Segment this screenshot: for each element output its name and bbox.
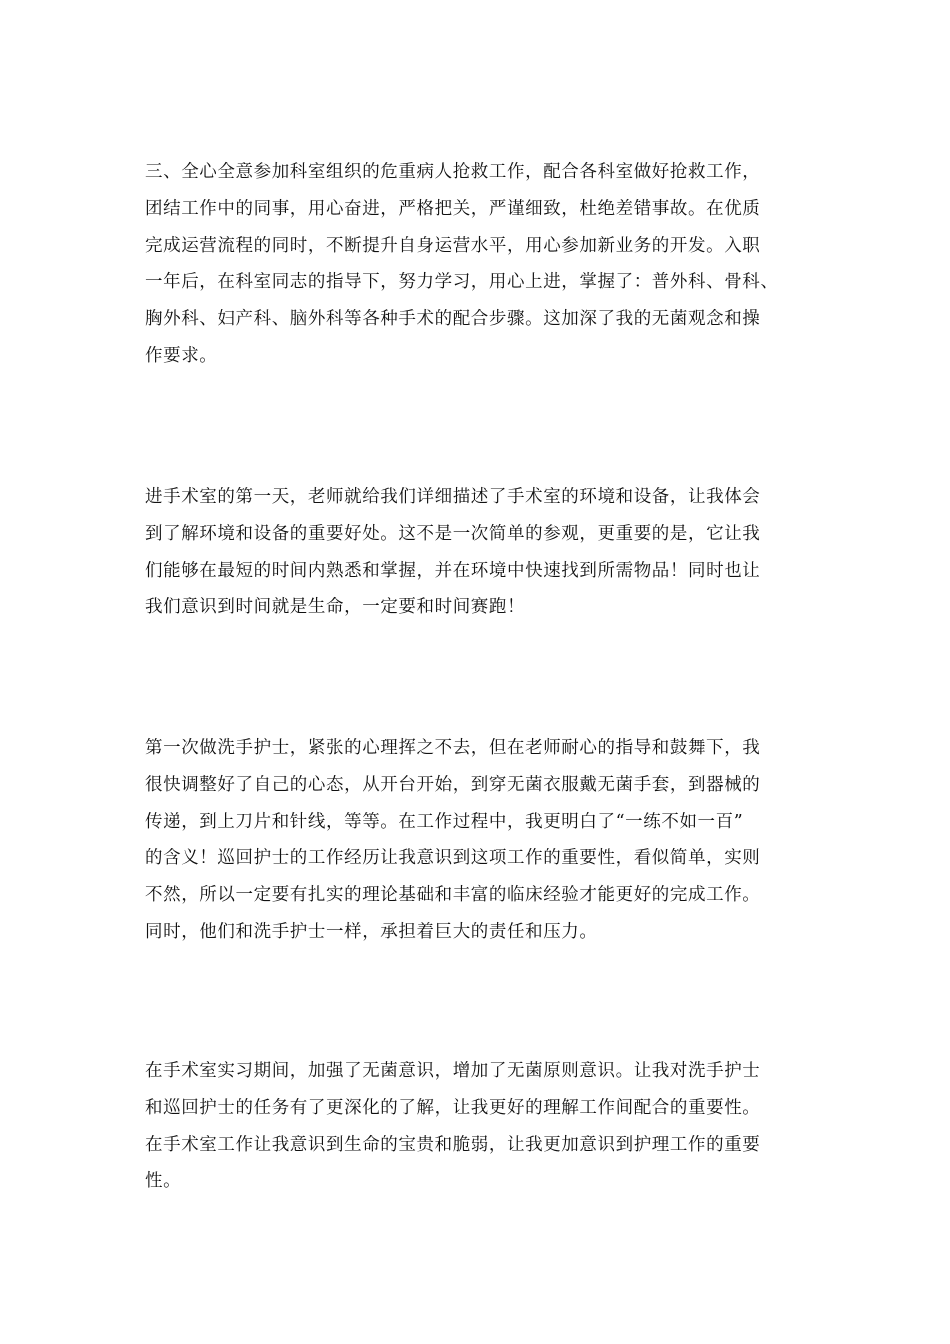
text-line: 一年后，在科室同志的指导下，努力学习，用心上进，掌握了：普外科、骨科、 — [145, 272, 779, 293]
text-line: 胸外科、妇产科、脑外科等各种手术的配合步骤。这加深了我的无菌观念和操 — [145, 309, 761, 330]
text-line: 在手术室实习期间，加强了无菌意识，增加了无菌原则意识。让我对洗手护士 — [145, 1061, 761, 1081]
text-line: 进手术室的第一天，老师就给我们详细描述了手术室的环境和设备，让我体会 — [145, 487, 761, 507]
text-line: 三、全心全意参加科室组织的危重病人抢救工作，配合各科室做好抢救工作， — [145, 162, 761, 182]
text-line: 作要求。 — [145, 345, 218, 366]
paragraph-scrub-nurse — [145, 730, 835, 951]
text-line: 性。 — [145, 1171, 182, 1192]
text-line: 完成运营流程的同时，不断提升自身运营水平，用心参加新业务的开发。入职 — [145, 235, 761, 256]
text-line: 很快调整好了自己的心态，从开台开始，到穿无菌衣服戴无菌手套，到器械的 — [145, 774, 761, 795]
text-line: 团结工作中的同事，用心奋进，严格把关，严谨细致，杜绝差错事故。在优质 — [145, 198, 761, 219]
paragraph-rescue-work — [145, 154, 835, 375]
text-line: 第一次做洗手护士，紧张的心理挥之不去，但在老师耐心的指导和鼓舞下，我 — [145, 738, 761, 758]
text-line: 不然，所以一定要有扎实的理论基础和丰富的临床经验才能更好的完成工作。 — [145, 885, 761, 906]
text-line: 们能够在最短的时间内熟悉和掌握，并在环境中快速找到所需物品！同时也让 — [145, 560, 761, 581]
text-line: 同时，他们和洗手护士一样，承担着巨大的责任和压力。 — [145, 921, 598, 942]
paragraph-first-day — [145, 479, 835, 626]
text-line: 传递，到上刀片和针线，等等。在工作过程中，我更明白了“一练不如一百” — [145, 811, 744, 832]
paragraph-internship-summary — [145, 1053, 835, 1200]
text-line: 在手术室工作让我意识到生命的宝贵和脆弱，让我更加意识到护理工作的重要 — [145, 1134, 761, 1155]
text-line: 我们意识到时间就是生命，一定要和时间赛跑！ — [145, 597, 526, 618]
text-line: 的含义！巡回护士的工作经历让我意识到这项工作的重要性，看似简单，实则 — [145, 848, 761, 869]
text-line: 到了解环境和设备的重要好处。这不是一次简单的参观，更重要的是，它让我 — [145, 523, 761, 544]
text-line: 和巡回护士的任务有了更深化的了解，让我更好的理解工作间配合的重要性。 — [145, 1097, 761, 1118]
